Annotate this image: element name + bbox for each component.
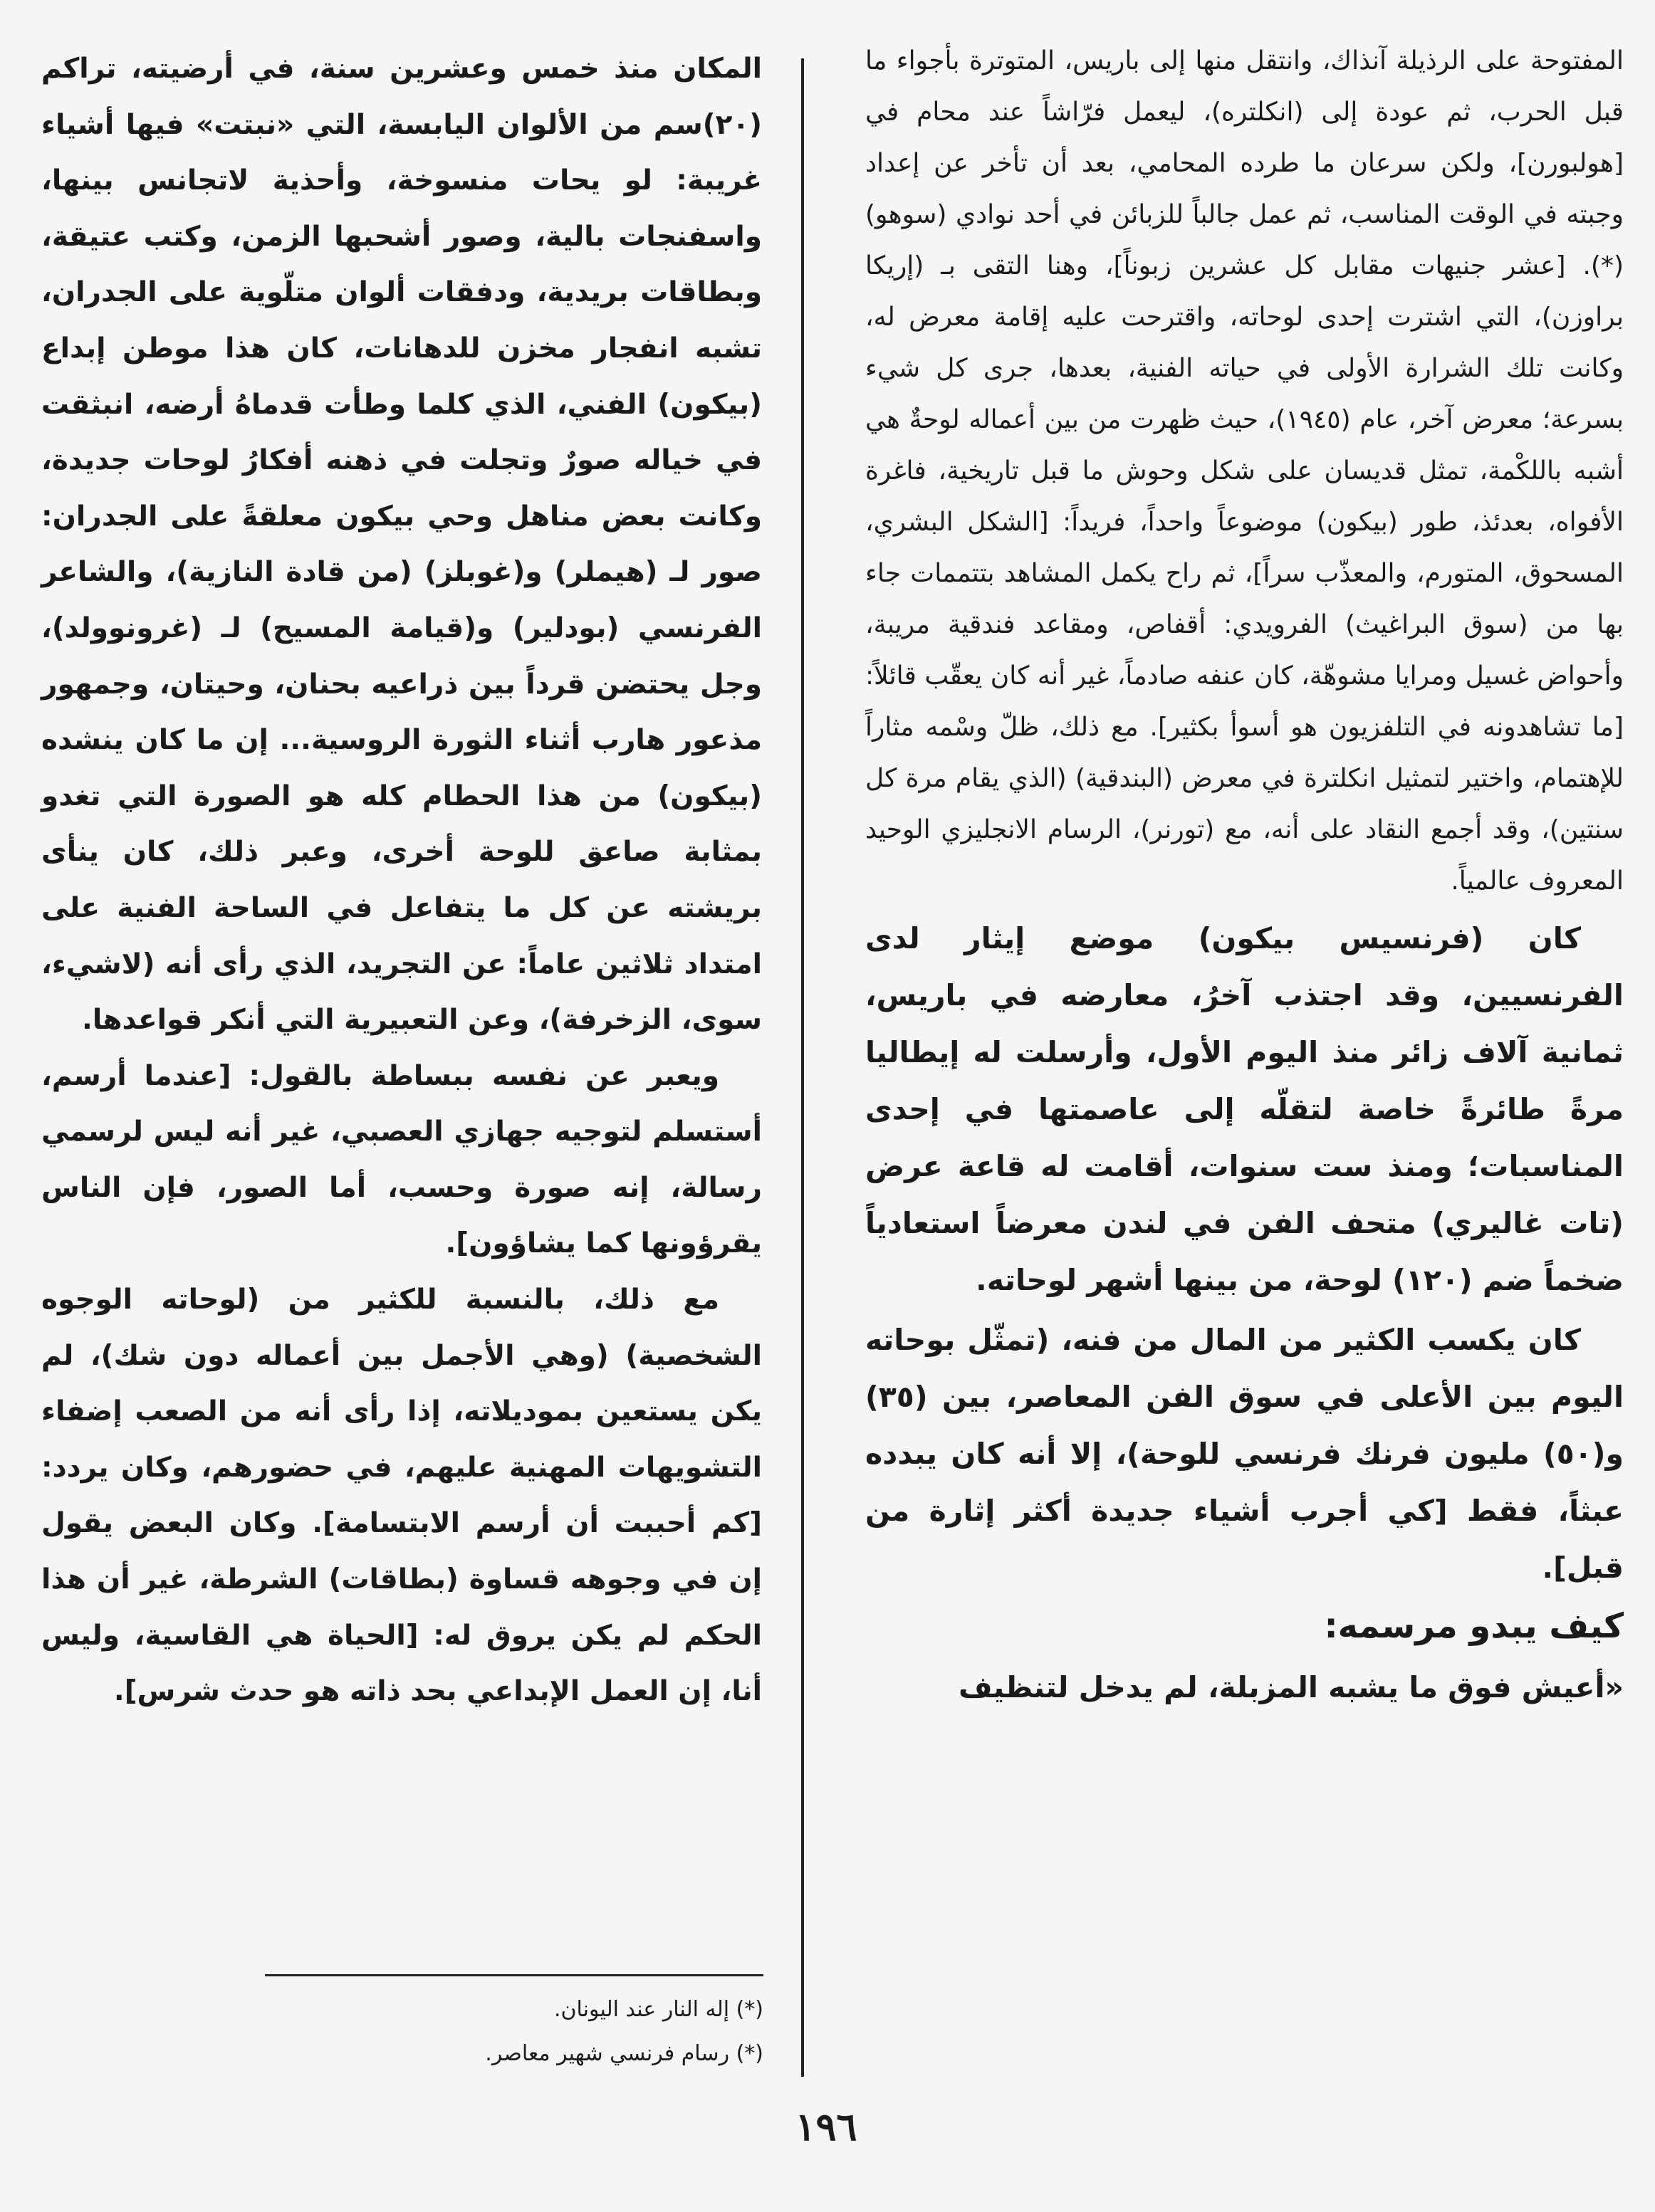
footnotes: [265, 1988, 763, 2076]
left-paragraph-2: ويعبر عن نفسه ببساطة بالقول: [عندما أرسم، أستسلم لتوجيه جهازي العصبي، غير أنه ليس لرسمي رسالة، إنه صورة وحسب، أما الصور، فإن الناس يقرؤونها كما يشاؤون].: [41, 1059, 762, 1260]
right-paragraph-4: «أعيش فوق ما يشبه المزبلة، لم يدخل لتنظيف: [958, 1670, 1624, 1704]
left-paragraph-3: مع ذلك، بالنسبة للكثير من (لوحاته الوجوه الشخصية) (وهي الأجمل بين أعماله دون شك)، لم يكن يستعين بموديلاته، إذا رأى أنه من الصعب إضفاء التشويهات المهنية عليهم، في حضورهم، وكان يردد: [كم أحببت أن أرسم الابتسامة]. وكان البعض يقول إن في وجوهه قساوة (بطاقات) الشرطة، غير أن هذا الحكم لم يكن يروق له: [الحياة هي القاسية، وليس أنا، إن العمل الإبداعي بحد ذاته هو حدث شرس].: [41, 1284, 762, 1708]
section-heading: كيف يبدو مرسمه:: [1324, 1606, 1624, 1646]
footnote-2: (*) رسام فرنسي شهير معاصر.: [485, 2041, 763, 2066]
footnote-1: (*) إله النار عند اليونان.: [553, 1997, 763, 2022]
right-paragraph-2: كان (فرنسيس بيكون) موضع إيثار لدى الفرنسيين، وقد اجتذب آخرُ، معارضه في باريس، ثمانية آلاف زائر منذ اليوم الأول، وأرسلت له إيطاليا مرةً طائرةً خاصة لتقلّه إلى عاصمتها في إحدى المناسبات؛ ومنذ ست سنوات، أقامت له قاعة عرض (تات غاليري) متحف الفن في لندن معرضاً استعادياً ضخماً ضم (١٢٠) لوحة، من بينها أشهر لوحاته.: [865, 921, 1624, 1297]
left-paragraph-1: المكان منذ خمس وعشرين سنة، في أرضيته، تراكم (٢٠)سم من الألوان اليابسة، التي «نبتت» فيها أشياء غريبة: لو يحات منسوخة، وأحذية لاتجانس بينها، واسفنجات بالية، وصور أشحبها الزمن، وكتب عتيقة، وبطاقات بريدية، ودفقات ألوان متلّوية على الجدران، تشبه انفجار مخزن للدهانات، كان هذا موطن إبداع (بيكون) الفني، الذي كلما وطأت قدماهُ أرضه، انبثقت في خياله صورٌ وتجلت في ذهنه أفكارُ لوحات جديدة، وكانت بعض مناهل وحي بيكون معلقةً على الجدران: صور لـ (هيملر) و(غوبلز) (من قادة النازية)، والشاعر الفرنسي (بودلير) و(قيامة المسيح) لـ (غرونوولد)، وجل يحتضن قرداً بين ذراعيه بحنان، وحيتان، وجمهور مذعور هارب أثناء الثورة الروسية... إن ما كان ينشده (بيكون) من هذا الحطام كله هو الصورة التي تغدو بمثابة صاعق للوحة أخرى، وعبر ذلك، كان ينأى بريشته عن كل ما يتفاعل في الساحة الفنية على امتداد ثلاثين عاماً: عن التجريد، الذي رأى أنه (لاشيء، سوى، الزخرفة)، وعن التعبيرية التي أنكر قواعدها.: [41, 53, 762, 1037]
footnote-rule: [265, 1974, 763, 1976]
right-text-column: [865, 36, 1624, 1716]
right-paragraph-3: كان يكسب الكثير من المال من فنه، (تمثّل بوحاته اليوم بين الأعلى في سوق الفن المعاصر، بين (٣٥) و(٥٠) مليون فرنك فرنسي للوحة)، إلا أنه كان يبدده عبثاً، فقط [كي أجرب أشياء جديدة أكثر إثارة من قبل].: [865, 1323, 1624, 1585]
right-paragraph-1: المفتوحة على الرذيلة آنذاك، وانتقل منها إلى باريس، المتوترة بأجواء ما قبل الحرب، ثم عودة إلى (انكلتره)، ليعمل فرّاشاً عند محام في [هولبورن]، ولكن سرعان ما طرده المحامي، بعد أن تأخر عن إعداد وجبته في الوقت المناسب، ثم عمل جالباً للزبائن في أحد نوادي (سوهو)(*). [عشر جنيهات مقابل كل عشرين زبوناً]، وهنا التقى بـ (إريكا براوزن)، التي اشترت إحدى لوحاته، واقترحت عليه إقامة معرض له، وكانت تلك الشرارة الأولى في حياته الفنية، بعدها، جرى كل شيء بسرعة؛ معرض آخر، عام (١٩٤٥)، حيث ظهرت من بين أعماله لوحةٌ هي أشبه باللكْمة، تمثل قديسان على شكل وحوش ما قبل تاريخية، فاغرة الأفواه، بعدئذ، طور (بيكون) موضوعاً واحداً، فريداً: [الشكل البشري، المسحوق، المتورم، والمعذّب سراً]، ثم راح يكمل المشاهد بتتممات جاء بها من (سوق البراغيث) الفرويدي: أقفاص، ومقاعد فندقية مريبة، وأحواض غسيل ومرايا مشوهّة، كان عنفه صادماً، غير أنه كان يعقّب قائلاً: [ما تشاهدونه في التلفزيون هو أسوأ بكثير]. مع ذلك، ظلّ وسْمه مثاراً للإهتمام، واختير لتمثيل انكلترة في معرض (البندقية) (الذي يقام مرة كل سنتين)، وقد أجمع النقاد على أنه، مع (تورنر)، الرسام الانجليزي الوحيد المعروف عالمياً.: [865, 46, 1624, 896]
column-divider: [801, 58, 804, 2077]
page-number: ١٩٦: [795, 2104, 857, 2149]
left-text-column: [41, 41, 762, 1720]
